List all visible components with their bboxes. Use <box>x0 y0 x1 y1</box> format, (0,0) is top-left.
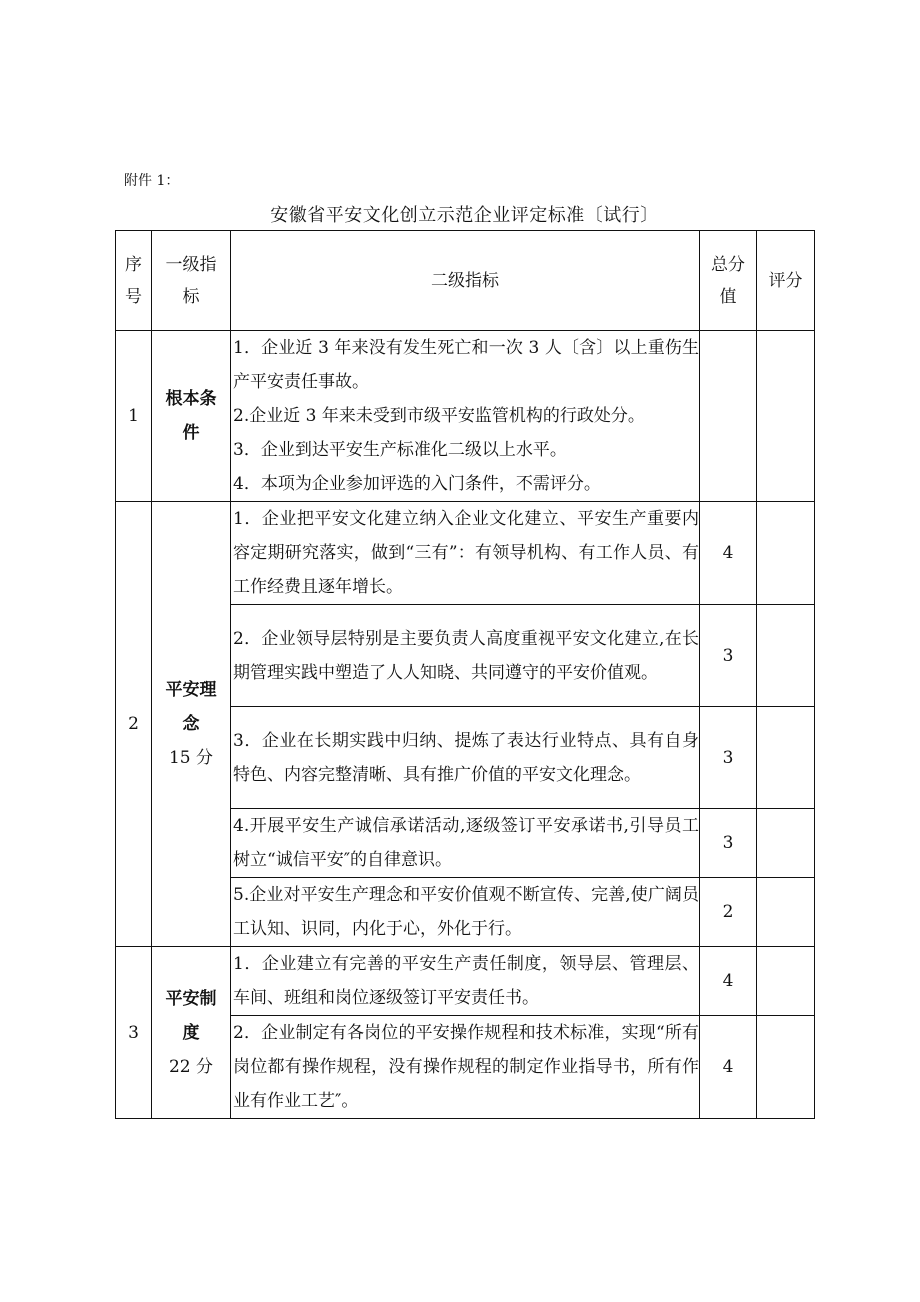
row-item: 4.开展平安生产诚信承诺活动,逐级签订平安承诺书,引导员工树立“诚信平安″的自律意识。 <box>231 809 700 878</box>
row-total: 4 <box>700 502 757 605</box>
row-category: 根本条 件 <box>152 331 231 502</box>
row-item: 1．企业近 3 年来没有发生死亡和一次 3 人〔含〕以上重伤生产平安责任事故。 2.企业近 3 年来未受到市级平安监管机构的行政处分。 3．企业到达平安生产标准化二级以上水平。 4．本项为企业参加评选的入门条件，不需评分。 <box>231 331 700 502</box>
row-total: 3 <box>700 707 757 809</box>
row-total: 2 <box>700 878 757 947</box>
row-category: 平安理 念 15 分 <box>152 502 231 947</box>
row-item: 5.企业对平安生产理念和平安价值观不断宣传、完善,使广阔员工认知、识同，内化于心，外化于行。 <box>231 878 700 947</box>
header-score: 评分 <box>757 231 815 331</box>
row-score-cell <box>757 707 815 809</box>
row-score-cell <box>757 947 815 1016</box>
row-item: 3．企业在长期实践中归纳、提炼了表达行业特点、具有自身特色、内容完整清晰、具有推广价值的平安文化理念。 <box>231 707 700 809</box>
row-score-cell <box>757 331 815 502</box>
table-row <box>116 502 815 605</box>
header-total: 总分 值 <box>700 231 757 331</box>
header-seq: 序 号 <box>116 231 152 331</box>
row-total: 4 <box>700 1016 757 1119</box>
row-category: 平安制 度 22 分 <box>152 947 231 1119</box>
header-level2: 二级指标 <box>231 231 700 331</box>
row-seq: 3 <box>116 947 152 1119</box>
row-score-cell <box>757 1016 815 1119</box>
row-total: 3 <box>700 809 757 878</box>
criteria-table <box>115 230 815 1119</box>
row-score-cell <box>757 502 815 605</box>
row-seq: 2 <box>116 502 152 947</box>
row-total: 3 <box>700 605 757 707</box>
table-row <box>116 947 815 1016</box>
row-item: 1．企业建立有完善的平安生产责任制度，领导层、管理层、车间、班组和岗位逐级签订平安责任书。 <box>231 947 700 1016</box>
attachment-label: 附件 1： <box>124 173 180 189</box>
row-item: 1．企业把平安文化建立纳入企业文化建立、平安生产重要内容定期研究落实，做到“三有”：有领导机构、有工作人员、有工作经费且逐年增长。 <box>231 502 700 605</box>
row-item: 2．企业领导层特别是主要负责人高度重视平安文化建立,在长期管理实践中塑造了人人知晓、共同遵守的平安价值观。 <box>231 605 700 707</box>
row-score-cell <box>757 809 815 878</box>
row-total: 4 <box>700 947 757 1016</box>
row-item: 2．企业制定有各岗位的平安操作规程和技术标准，实现“所有岗位都有操作规程，没有操作规程的制定作业指导书，所有作业有作业工艺″。 <box>231 1016 700 1119</box>
header-row <box>116 231 815 331</box>
row-total <box>700 331 757 502</box>
document-title: 安徽省平安文化创立示范企业评定标准〔试行〕 <box>270 205 659 226</box>
row-score-cell <box>757 878 815 947</box>
row-score-cell <box>757 605 815 707</box>
header-level1: 一级指 标 <box>152 231 231 331</box>
row-seq: 1 <box>116 331 152 502</box>
table-row <box>116 331 815 502</box>
